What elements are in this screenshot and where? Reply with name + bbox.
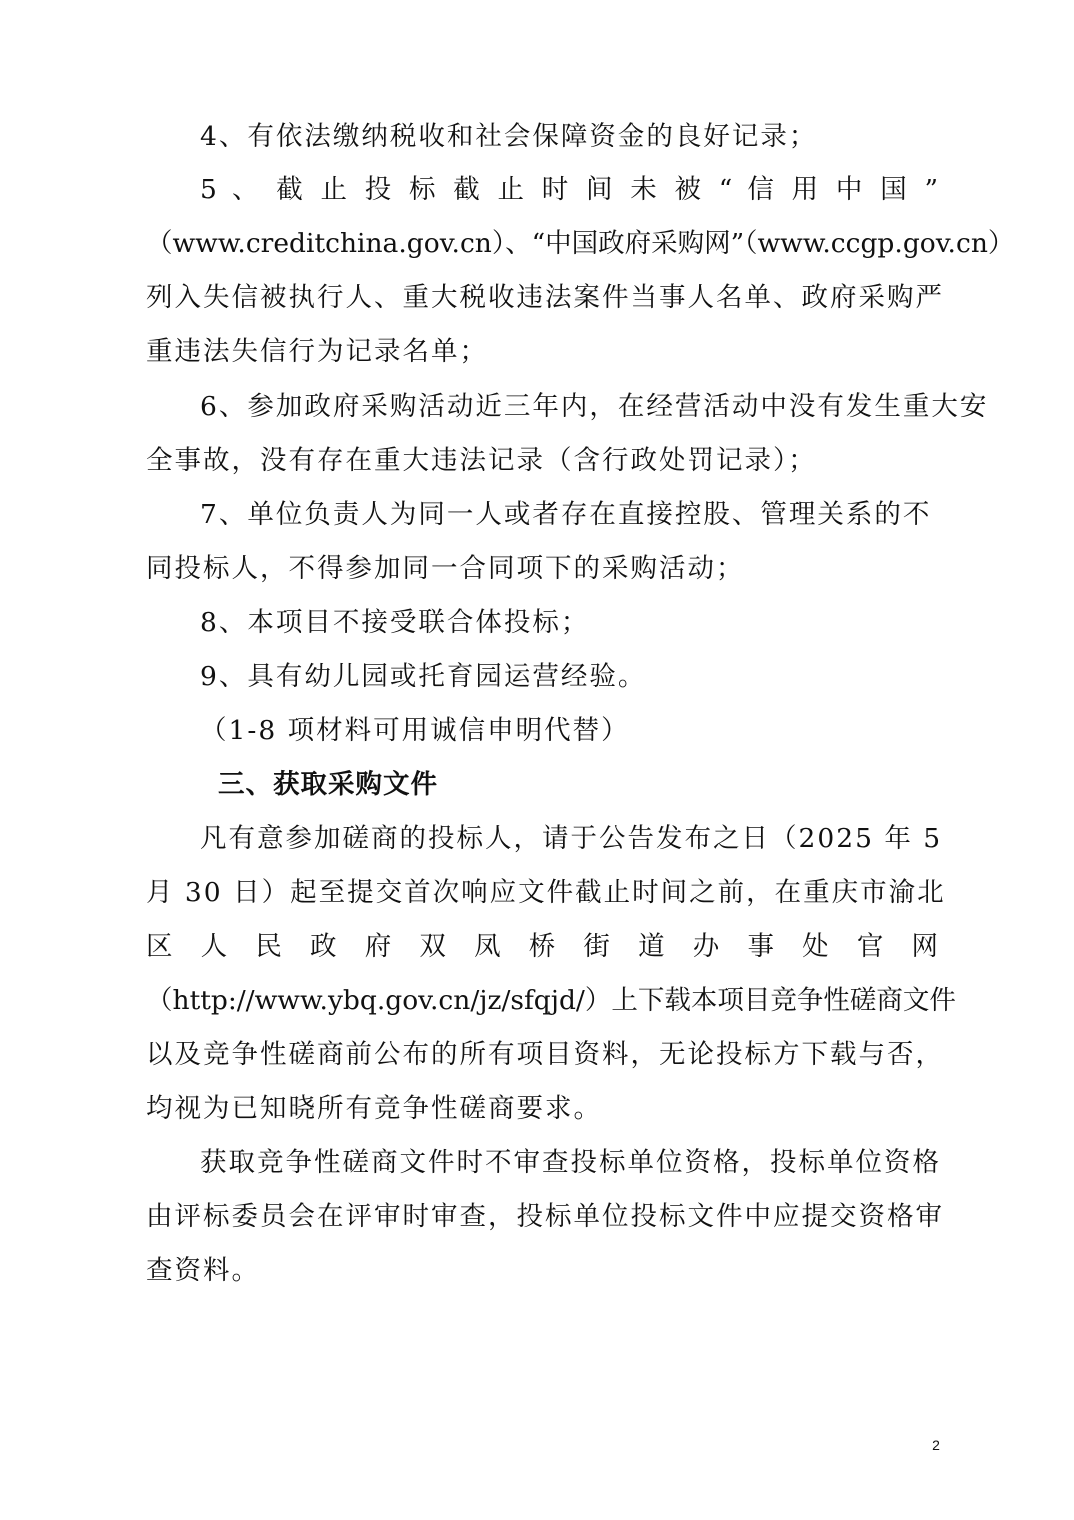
text-line: 4、有依法缴纳税收和社会保障资金的良好记录； bbox=[200, 121, 818, 152]
text-line: 月 30 日）起至提交首次响应文件截止时间之前，在重庆市渝北 bbox=[146, 877, 946, 908]
text-line: 由评标委员会在评审时审查，投标单位投标文件中应提交资格审 bbox=[146, 1201, 944, 1232]
text-line: 凡有意参加磋商的投标人，请于公告发布之日（2025 年 5 bbox=[200, 823, 943, 854]
text-line: 7、单位负责人为同一人或者存在直接控股、管理关系的不 bbox=[200, 499, 932, 530]
text-line: 列入失信被执行人、重大税收违法案件当事人名单、政府采购严 bbox=[146, 282, 944, 313]
text-line: 获取竞争性磋商文件时不审查投标单位资格，投标单位资格 bbox=[200, 1147, 941, 1178]
section-heading: 三、获取采购文件 bbox=[218, 769, 438, 800]
text-line: 查资料。 bbox=[146, 1255, 260, 1286]
text-line: 全事故，没有存在重大违法记录（含行政处罚记录）； bbox=[146, 445, 817, 476]
text-line: 6、参加政府采购活动近三年内，在经营活动中没有发生重大安 bbox=[200, 391, 989, 422]
text-line: 9、具有幼儿园或托育园运营经验。 bbox=[200, 661, 647, 692]
text-line: （1-8 项材料可用诚信申明代替） bbox=[200, 715, 630, 746]
text-line: （http://www.ybq.gov.cn/jz/sfqjd/）上下载本项目竞争性磋商文件 bbox=[146, 985, 956, 1016]
page-number: 2 bbox=[932, 1437, 940, 1453]
text-line: 均视为已知晓所有竞争性磋商要求。 bbox=[146, 1093, 602, 1124]
text-line: （www.creditchina.gov.cn）、“中国政府采购网”（www.ccgp.gov.cn） bbox=[146, 228, 1015, 259]
text-line: 以及竞争性磋商前公布的所有项目资料，无论投标方下载与否， bbox=[146, 1039, 944, 1070]
text-line: 8、本项目不接受联合体投标； bbox=[200, 607, 590, 638]
text-line: 区 人 民 政 府 双 凤 桥 街 道 办 事 处 官 网 bbox=[146, 931, 940, 962]
text-line: 5 、 截 止 投 标 截 止 时 间 未 被 “ 信 用 中 国 ” bbox=[200, 174, 940, 205]
text-line: 重违法失信行为记录名单； bbox=[146, 336, 488, 367]
text-line: 同投标人，不得参加同一合同项下的采购活动； bbox=[146, 553, 745, 584]
